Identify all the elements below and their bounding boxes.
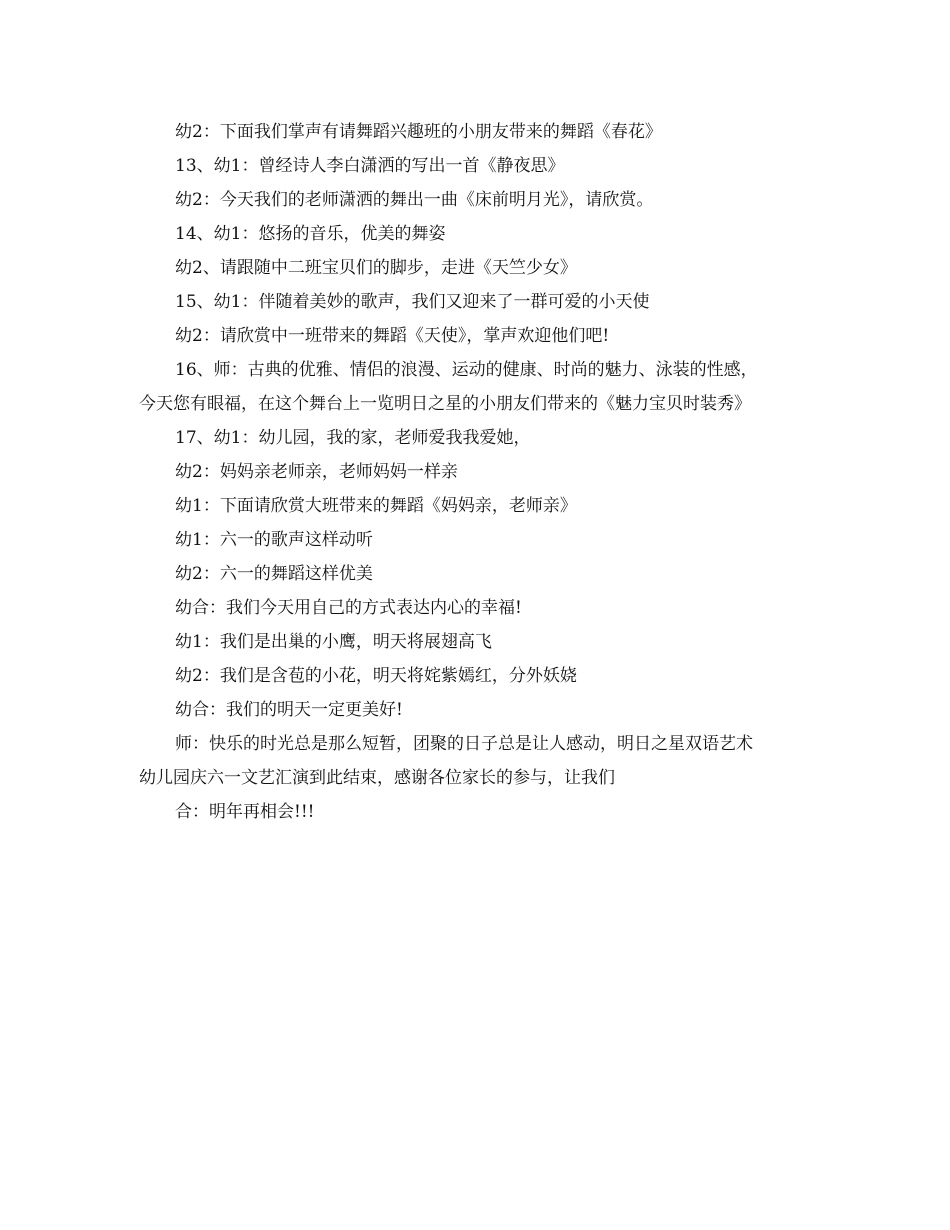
document-body [139,115,819,829]
paragraph: 幼1：我们是出巢的小鹰，明天将展翅高飞 [175,632,492,652]
paragraph-line: 师：快乐的时光总是那么短暂，团聚的日子总是让人感动，明日之星双语艺术 [175,734,753,754]
paragraph-multiline [139,727,819,795]
paragraph: 幼合：我们的明天一定更美好! [175,700,403,720]
paragraph: 幼2：妈妈亲老师亲，老师妈妈一样亲 [175,462,458,482]
paragraph: 幼2、请跟随中二班宝贝们的脚步，走进《天竺少女》 [175,258,577,278]
paragraph: 幼1：六一的歌声这样动听 [175,530,373,550]
paragraph: 幼合：我们今天用自己的方式表达内心的幸福! [175,598,522,618]
paragraph-line: 16、师：古典的优雅、情侣的浪漫、运动的健康、时尚的魅力、泳装的性感， [175,360,758,380]
paragraph: 幼2：请欣赏中一班带来的舞蹈《天使》，掌声欢迎他们吧! [175,326,610,346]
paragraph: 14、幼1：悠扬的音乐，优美的舞姿 [175,224,446,244]
paragraph: 幼2：今天我们的老师潇洒的舞出一曲《床前明月光》，请欣赏。 [175,190,654,210]
paragraph-line: 幼儿园庆六一文艺汇演到此结束，感谢各位家长的参与，让我们 [139,768,615,788]
paragraph-multiline [139,353,819,421]
paragraph: 幼2：下面我们掌声有请舞蹈兴趣班的小朋友带来的舞蹈《春花》 [175,122,662,142]
paragraph: 幼1：下面请欣赏大班带来的舞蹈《妈妈亲，老师亲》 [175,496,577,516]
paragraph: 13、幼1：曾经诗人李白潇洒的写出一首《静夜思》 [175,156,565,176]
paragraph: 幼2：六一的舞蹈这样优美 [175,564,373,584]
paragraph: 合：明年再相会!!! [175,802,315,822]
paragraph: 15、幼1：伴随着美妙的歌声，我们又迎来了一群可爱的小天使 [175,292,650,312]
paragraph-line: 今天您有眼福，在这个舞台上一览明日之星的小朋友们带来的《魅力宝贝时装秀》 [139,394,751,414]
paragraph: 17、幼1：幼儿园，我的家，老师爱我我爱她， [175,428,531,448]
paragraph: 幼2：我们是含苞的小花，明天将姹紫嫣红，分外妖娆 [175,666,577,686]
